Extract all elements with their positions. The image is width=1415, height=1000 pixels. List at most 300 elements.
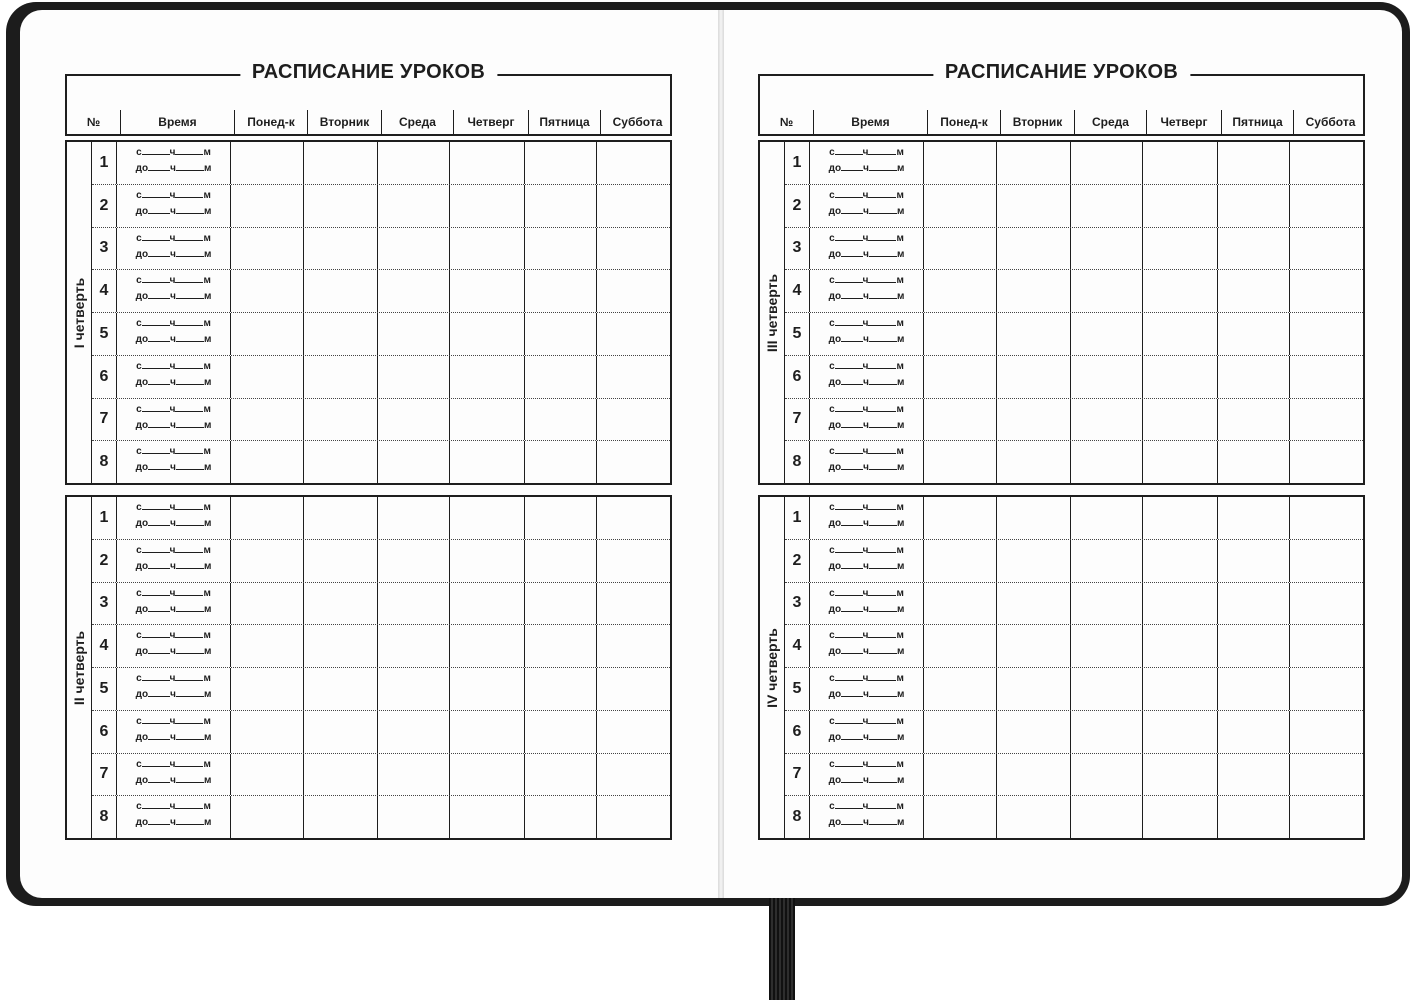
from-word: с [136,360,142,372]
schedule-cell[interactable] [1070,796,1142,838]
lesson-rows [92,142,670,483]
schedule-cell[interactable] [377,441,449,483]
schedule-cell[interactable] [596,399,670,441]
schedule-cell[interactable] [377,142,449,184]
blank-line [176,816,204,825]
schedule-cell[interactable] [923,313,996,355]
blank-line [869,517,897,526]
schedule-cell[interactable] [303,796,377,838]
schedule-cell[interactable] [1289,441,1363,483]
lesson-time-field[interactable] [809,668,923,710]
lesson-time-field[interactable] [116,270,230,312]
schedule-cell[interactable] [524,356,596,398]
lesson-row [785,269,1363,312]
schedule-cell[interactable] [449,356,524,398]
schedule-cell[interactable] [1289,668,1363,710]
schedule-cell[interactable] [1070,540,1142,582]
schedule-cell[interactable] [524,313,596,355]
schedule-cell[interactable] [1070,583,1142,625]
blank-line [835,758,863,767]
schedule-cell[interactable] [377,796,449,838]
schedule-cell[interactable] [923,668,996,710]
minutes-word: м [896,715,904,727]
schedule-cell[interactable] [449,270,524,312]
lesson-row [785,667,1363,710]
hours-word: ч [169,587,176,599]
schedule-cell[interactable] [923,796,996,838]
blank-line [841,816,863,825]
schedule-cell[interactable] [230,441,303,483]
lesson-time-field[interactable] [809,497,923,539]
lesson-time-field[interactable] [116,313,230,355]
schedule-cell[interactable] [230,583,303,625]
schedule-cell[interactable] [1289,142,1363,184]
schedule-cell[interactable] [996,142,1070,184]
schedule-cell[interactable] [230,625,303,667]
lesson-time-field[interactable] [809,313,923,355]
schedule-cell[interactable] [596,185,670,227]
schedule-cell[interactable] [1217,399,1289,441]
lesson-time-field[interactable] [116,625,230,667]
schedule-cell[interactable] [596,540,670,582]
schedule-cell[interactable] [449,754,524,796]
schedule-cell[interactable] [377,583,449,625]
lesson-time-field[interactable] [809,441,923,483]
schedule-cell[interactable] [303,142,377,184]
blank-line [869,333,897,342]
column-header: Время [813,110,927,134]
lesson-time-field[interactable] [809,185,923,227]
schedule-cell[interactable] [524,540,596,582]
schedule-cell[interactable] [377,313,449,355]
schedule-cell[interactable] [1217,796,1289,838]
schedule-cell[interactable] [1142,711,1217,753]
schedule-cell[interactable] [923,540,996,582]
schedule-cell[interactable] [996,356,1070,398]
schedule-cell[interactable] [524,754,596,796]
column-header: Среда [1074,110,1146,134]
schedule-cell[interactable] [377,270,449,312]
schedule-cell[interactable] [596,228,670,270]
schedule-cell[interactable] [1289,270,1363,312]
schedule-cell[interactable] [996,540,1070,582]
schedule-cell[interactable] [524,625,596,667]
blank-line [175,445,203,454]
schedule-cell[interactable] [303,754,377,796]
lesson-time-field[interactable] [116,754,230,796]
schedule-cell[interactable] [230,754,303,796]
schedule-cell[interactable] [1217,583,1289,625]
schedule-cell[interactable] [377,399,449,441]
schedule-cell[interactable] [923,399,996,441]
schedule-cell[interactable] [449,497,524,539]
schedule-cell[interactable] [1070,399,1142,441]
schedule-cell[interactable] [524,711,596,753]
schedule-cell[interactable] [1217,711,1289,753]
schedule-cell[interactable] [996,441,1070,483]
schedule-cell[interactable] [230,796,303,838]
to-word: до [828,248,842,260]
minutes-word: м [896,731,905,743]
hours-word: ч [863,689,869,700]
time-to-line [117,815,230,831]
schedule-cell[interactable] [303,270,377,312]
schedule-cell[interactable] [1070,625,1142,667]
schedule-cell[interactable] [996,754,1070,796]
minutes-word: м [203,630,211,642]
schedule-cell[interactable] [449,142,524,184]
lesson-time-field[interactable] [809,270,923,312]
lesson-time-field[interactable] [116,583,230,625]
schedule-cell[interactable] [377,625,449,667]
schedule-cell[interactable] [1289,399,1363,441]
blank-line [175,629,203,638]
schedule-cell[interactable] [996,497,1070,539]
schedule-cell[interactable] [923,185,996,227]
blank-line [175,587,203,596]
schedule-cell[interactable] [923,142,996,184]
schedule-cell[interactable] [996,625,1070,667]
schedule-cell[interactable] [303,625,377,667]
blank-line [869,461,897,470]
to-word: до [828,462,842,474]
lesson-time-field[interactable] [116,399,230,441]
minutes-word: м [203,502,211,513]
lesson-time-field[interactable] [116,497,230,539]
hours-word: ч [862,715,869,727]
to-word: до [135,462,149,474]
minutes-word: м [896,817,905,829]
schedule-cell[interactable] [1070,356,1142,398]
schedule-cell[interactable] [596,711,670,753]
schedule-cell[interactable] [1070,668,1142,710]
schedule-cell[interactable] [596,583,670,625]
lesson-row [92,624,670,667]
lesson-time-field[interactable] [116,668,230,710]
schedule-cell[interactable] [524,270,596,312]
schedule-cell[interactable] [524,399,596,441]
schedule-cell[interactable] [449,313,524,355]
schedule-cell[interactable] [303,668,377,710]
schedule-cell[interactable] [996,796,1070,838]
schedule-cell[interactable] [1289,185,1363,227]
schedule-cell[interactable] [449,185,524,227]
schedule-cell[interactable] [596,313,670,355]
schedule-cell[interactable] [1070,711,1142,753]
schedule-cell[interactable] [1142,313,1217,355]
schedule-cell[interactable] [1070,754,1142,796]
schedule-cell[interactable] [230,668,303,710]
schedule-cell[interactable] [449,796,524,838]
minutes-word: м [203,291,212,303]
schedule-cell[interactable] [303,497,377,539]
schedule-cell[interactable] [996,668,1070,710]
schedule-cell[interactable] [230,270,303,312]
schedule-cell[interactable] [449,711,524,753]
schedule-cell[interactable] [1289,313,1363,355]
schedule-cell[interactable] [524,228,596,270]
schedule-cell[interactable] [377,711,449,753]
schedule-cell[interactable] [923,497,996,539]
schedule-cell[interactable] [303,540,377,582]
schedule-cell[interactable] [1289,356,1363,398]
schedule-cell[interactable] [1289,625,1363,667]
blank-line [869,290,897,299]
time-to-line [117,516,230,532]
schedule-cell[interactable] [230,356,303,398]
lesson-time-field[interactable] [116,185,230,227]
schedule-cell[interactable] [449,399,524,441]
lesson-number: 2 [99,551,109,569]
column-header: Пятница [528,110,600,134]
lesson-row [92,355,670,398]
schedule-cell[interactable] [923,441,996,483]
hours-word: ч [169,189,176,201]
schedule-cell[interactable] [596,668,670,710]
blank-line [142,317,170,326]
schedule-cell[interactable] [1070,185,1142,227]
schedule-cell[interactable] [1289,711,1363,753]
schedule-cell[interactable] [1142,356,1217,398]
hours-word: ч [862,275,869,287]
blank-line [835,672,863,681]
schedule-cell[interactable] [524,497,596,539]
schedule-cell[interactable] [596,142,670,184]
schedule-cell[interactable] [1142,754,1217,796]
schedule-cell[interactable] [1289,796,1363,838]
schedule-cell[interactable] [1289,540,1363,582]
lesson-time-field[interactable] [116,441,230,483]
schedule-cell[interactable] [230,313,303,355]
schedule-cell[interactable] [230,228,303,270]
schedule-cell[interactable] [1217,356,1289,398]
schedule-cell[interactable] [996,583,1070,625]
schedule-cell[interactable] [596,497,670,539]
schedule-cell[interactable] [1217,441,1289,483]
schedule-cell[interactable] [1217,228,1289,270]
lesson-number: 2 [792,551,802,569]
schedule-cell[interactable] [923,356,996,398]
schedule-cell[interactable] [1217,625,1289,667]
hours-word: ч [170,689,176,700]
schedule-cell[interactable] [230,185,303,227]
lesson-time-field[interactable] [809,540,923,582]
hours-word: ч [169,275,176,287]
schedule-cell[interactable] [1142,540,1217,582]
lesson-time-field[interactable] [809,625,923,667]
schedule-cell[interactable] [303,185,377,227]
schedule-cell[interactable] [377,754,449,796]
schedule-cell[interactable] [923,754,996,796]
schedule-cell[interactable] [1070,142,1142,184]
lesson-time-field[interactable] [116,142,230,184]
schedule-cell[interactable] [449,441,524,483]
table-header [758,110,1365,136]
schedule-cell[interactable] [996,270,1070,312]
schedule-cell[interactable] [1070,228,1142,270]
schedule-cell[interactable] [596,754,670,796]
minutes-word: м [203,446,211,458]
schedule-cell[interactable] [1289,228,1363,270]
schedule-cell[interactable] [377,668,449,710]
schedule-cell[interactable] [377,228,449,270]
lesson-time-field[interactable] [116,540,230,582]
lesson-time-field[interactable] [809,796,923,838]
lesson-time-field[interactable] [809,583,923,625]
minutes-word: м [203,774,212,786]
time-to-line [810,161,923,177]
schedule-cell[interactable] [1217,754,1289,796]
lesson-time-field[interactable] [809,228,923,270]
schedule-cell[interactable] [996,711,1070,753]
schedule-cell[interactable] [1217,497,1289,539]
schedule-cell[interactable] [1142,796,1217,838]
lesson-time-field[interactable] [116,796,230,838]
schedule-cell[interactable] [596,270,670,312]
schedule-cell[interactable] [1070,313,1142,355]
time-to-line [810,375,923,391]
schedule-cell[interactable] [923,625,996,667]
schedule-cell[interactable] [230,711,303,753]
lesson-row [92,497,670,539]
schedule-cell[interactable] [303,313,377,355]
lesson-time-field[interactable] [809,711,923,753]
schedule-cell[interactable] [449,540,524,582]
schedule-cell[interactable] [449,668,524,710]
lesson-time-field[interactable] [116,356,230,398]
schedule-cell[interactable] [303,356,377,398]
time-to-line [810,815,923,831]
schedule-cell[interactable] [596,625,670,667]
blank-line [142,501,170,510]
schedule-cell[interactable] [524,583,596,625]
schedule-cell[interactable] [596,441,670,483]
schedule-cell[interactable] [1217,270,1289,312]
schedule-cell[interactable] [1142,583,1217,625]
blank-line [142,274,170,283]
schedule-cell[interactable] [1217,142,1289,184]
schedule-cell[interactable] [377,497,449,539]
blank-line [841,376,863,385]
schedule-cell[interactable] [449,583,524,625]
schedule-cell[interactable] [1289,497,1363,539]
schedule-cell[interactable] [596,796,670,838]
schedule-cell[interactable] [1142,668,1217,710]
schedule-cell[interactable] [1070,497,1142,539]
schedule-cell[interactable] [1070,441,1142,483]
schedule-cell[interactable] [1142,270,1217,312]
blank-line [175,758,203,767]
lesson-time-field[interactable] [116,711,230,753]
minutes-word: м [203,462,212,474]
schedule-cell[interactable] [1217,668,1289,710]
lesson-time-field[interactable] [809,142,923,184]
schedule-cell[interactable] [303,583,377,625]
lesson-time-field[interactable] [809,356,923,398]
schedule-cell[interactable] [303,711,377,753]
from-word: с [136,446,142,458]
schedule-cell[interactable] [230,540,303,582]
time-to-line [117,375,230,391]
lesson-time-field[interactable] [116,228,230,270]
schedule-cell[interactable] [996,228,1070,270]
schedule-cell[interactable] [230,142,303,184]
schedule-cell[interactable] [1142,185,1217,227]
schedule-cell[interactable] [596,356,670,398]
from-word: с [829,446,835,458]
schedule-cell[interactable] [524,441,596,483]
schedule-cell[interactable] [1070,270,1142,312]
schedule-cell[interactable] [303,399,377,441]
hours-word: ч [863,205,869,217]
schedule-cell[interactable] [1142,399,1217,441]
schedule-cell[interactable] [303,228,377,270]
lesson-time-field[interactable] [809,399,923,441]
schedule-cell[interactable] [1142,497,1217,539]
schedule-cell[interactable] [923,711,996,753]
blank-line [175,800,203,809]
schedule-cell[interactable] [1217,313,1289,355]
blank-line [868,189,896,198]
schedule-cell[interactable] [524,796,596,838]
schedule-cell[interactable] [449,228,524,270]
schedule-cell[interactable] [377,185,449,227]
quarter-block [65,495,672,840]
schedule-cell[interactable] [923,270,996,312]
time-to-line [117,602,230,618]
schedule-cell[interactable] [377,540,449,582]
schedule-cell[interactable] [1142,142,1217,184]
schedule-cell[interactable] [449,625,524,667]
to-word: до [828,689,842,700]
schedule-cell[interactable] [1142,441,1217,483]
schedule-cell[interactable] [1217,185,1289,227]
blank-line [841,419,863,428]
schedule-cell[interactable] [377,356,449,398]
schedule-cell[interactable] [996,399,1070,441]
lesson-row [92,667,670,710]
schedule-cell[interactable] [923,228,996,270]
from-word: с [829,232,835,244]
minutes-word: м [896,376,905,388]
hours-word: ч [169,502,176,513]
hours-word: ч [862,446,869,458]
blank-line [142,146,170,155]
schedule-cell[interactable] [1289,583,1363,625]
minutes-word: м [896,801,904,813]
schedule-cell[interactable] [1217,540,1289,582]
lesson-time-field[interactable] [809,754,923,796]
schedule-cell[interactable] [1142,625,1217,667]
schedule-cell[interactable] [996,185,1070,227]
hours-word: ч [170,419,176,431]
lesson-number: 4 [792,282,802,300]
schedule-cell[interactable] [230,399,303,441]
blank-line [175,501,203,510]
schedule-cell[interactable] [1289,754,1363,796]
hours-word: ч [863,817,869,829]
minutes-word: м [896,630,904,642]
time-from-line [117,359,230,375]
schedule-cell[interactable] [996,313,1070,355]
schedule-cell[interactable] [524,142,596,184]
schedule-cell[interactable] [524,668,596,710]
schedule-cell[interactable] [524,185,596,227]
schedule-cell[interactable] [230,497,303,539]
schedule-cell[interactable] [303,441,377,483]
schedule-cell[interactable] [923,583,996,625]
schedule-cell[interactable] [1142,228,1217,270]
